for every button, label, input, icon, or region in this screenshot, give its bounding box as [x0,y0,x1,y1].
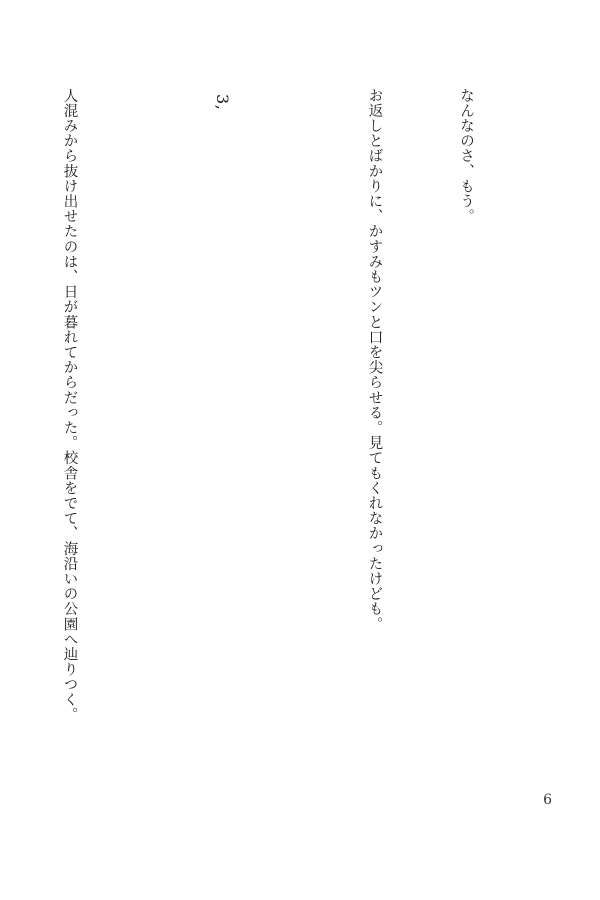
chapter-heading: 3, [213,94,232,111]
text-line: お返しとばかりに、かすみもツンと口を尖らせる。見てもくれなかったけども。 [366,88,383,632]
text-line: 人混みから抜け出せたのは、日が暮れてからだった。校舎をでて、海沿いの公園へ辿りつく。 [61,88,78,723]
text-line: なんなのさ、もう。 [458,88,474,224]
body-text [62,88,542,848]
page-number: 6 [543,792,552,808]
